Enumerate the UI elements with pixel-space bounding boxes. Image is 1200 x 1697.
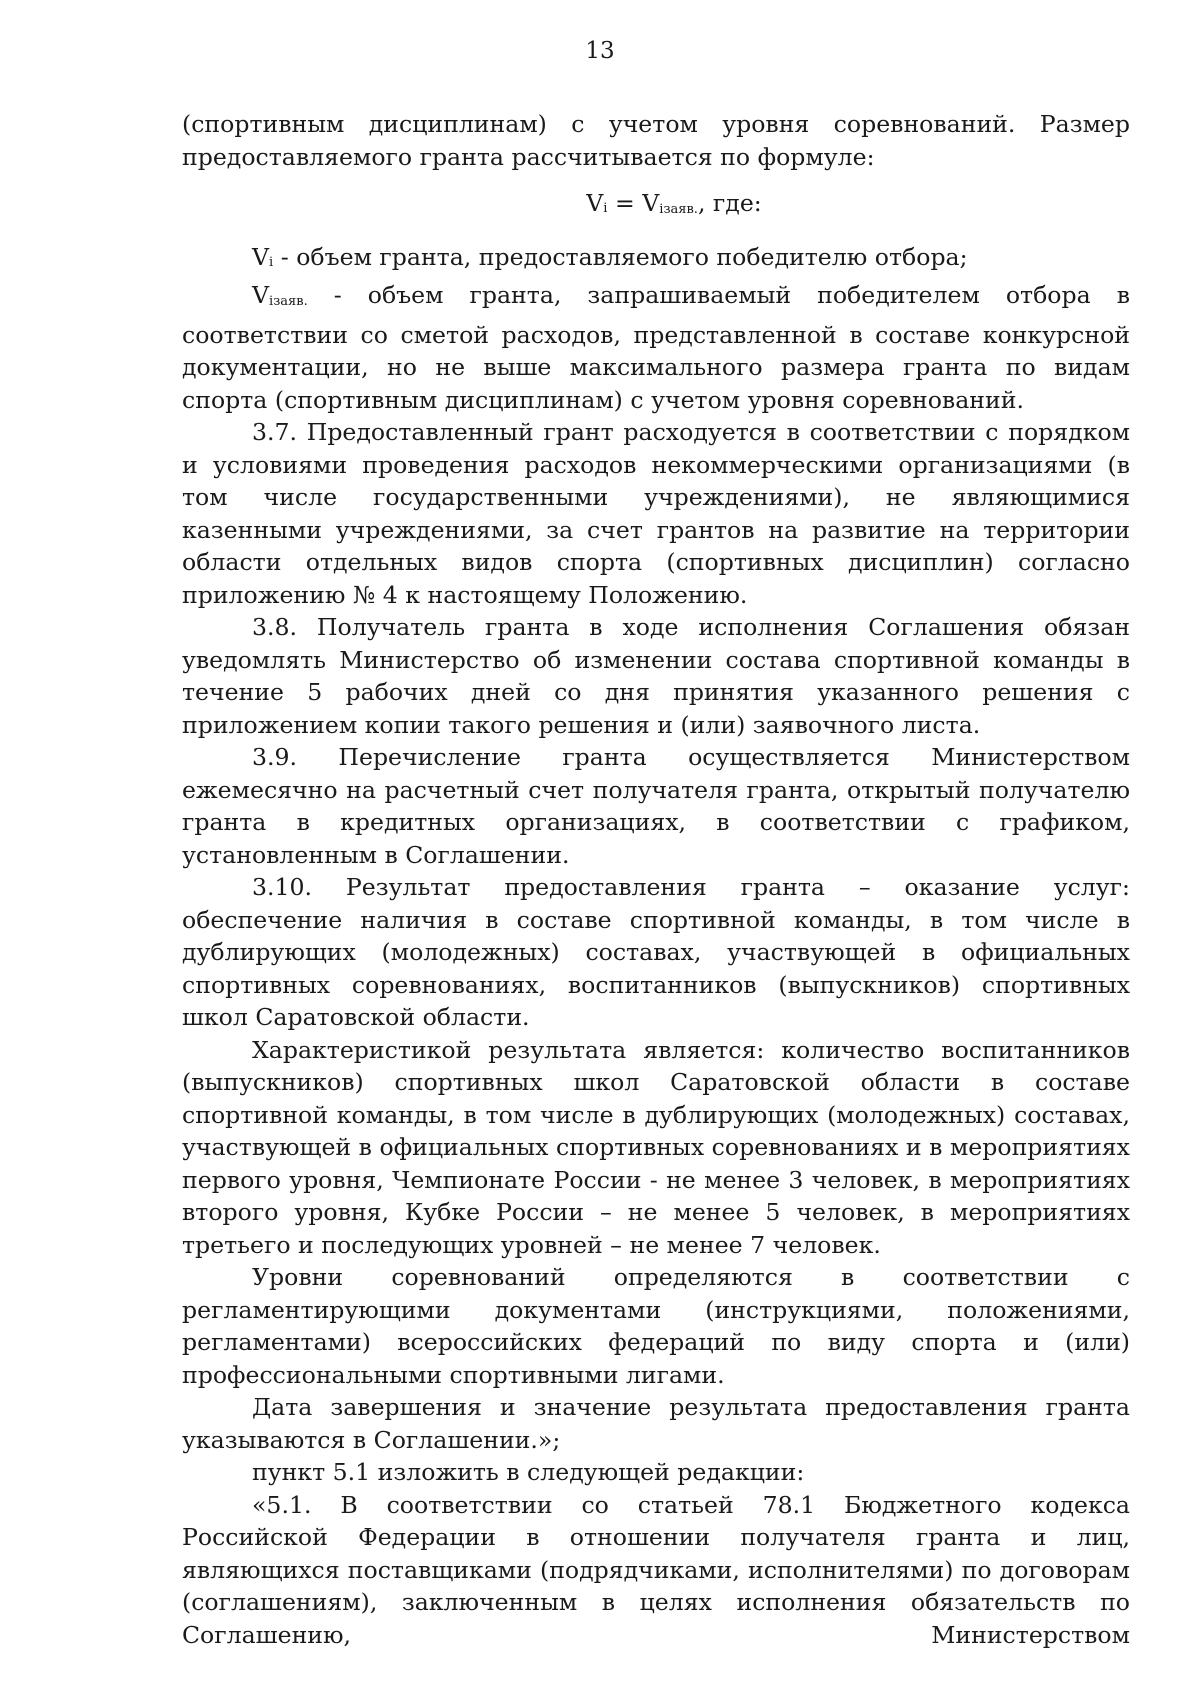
formula-rhs-subscript: iзаяв.: [659, 202, 698, 217]
def-vizayav-symbol: V: [252, 281, 270, 309]
formula-lhs-subscript: i: [603, 201, 608, 216]
definition-vi-zayav: [182, 279, 1130, 416]
def-vi-text: - объем гранта, предоставляемого победителю отбора;: [273, 242, 968, 271]
paragraph-3-9: 3.9. Перечисление гранта осуществляется Министерством ежемесячно на расчетный счет получателя гранта, открытый получателю гранта в кредитных организациях, в соответствии с графиком, установленным в Соглашении.: [182, 743, 1130, 869]
paragraph-5-1: «5.1. В соответствии со статьей 78.1 Бюджетного кодекса Российской Федерации в отношении получателя гранта и лиц, являющихся поставщиками (подрядчиками, исполнителями) по договорам (соглашениям), заключенным в целях исполнения обязательств по Соглашению, Министерством: [182, 1490, 1130, 1649]
grant-formula: [182, 187, 1130, 227]
paragraph-intro: (спортивным дисциплинам) с учетом уровня соревнований. Размер предоставляемого гранта рассчитывается по формуле:: [182, 110, 1130, 171]
paragraph-5-1-intro: пункт 5.1 изложить в следующей редакции:: [252, 1458, 805, 1486]
page-number: 13: [585, 38, 615, 64]
formula-lhs-symbol: V: [586, 189, 604, 217]
paragraph-completion-date: Дата завершения и значение результата предоставления гранта указываются в Соглашении.»;: [182, 1393, 1130, 1454]
def-vizayav-text: - объем гранта, запрашиваемый победителем отбора в соответствии со сметой расходов, представленной в составе конкурсной документации, но не выше максимального размера гранта по видам спорта (спортивным дисциплинам) с учетом уровня соревнований.: [182, 281, 1130, 414]
paragraph-3-8: 3.8. Получатель гранта в ходе исполнения Соглашения обязан уведомлять Министерство об изменении состава спортивной команды в течение 5 рабочих дней со дня принятия указанного решения с приложением копии такого решения и (или) заявочного листа.: [182, 613, 1130, 739]
def-vi-symbol: V: [252, 242, 270, 271]
formula-tail: , где:: [697, 189, 762, 217]
definition-vi: [182, 241, 1130, 280]
paragraph-3-10: 3.10. Результат предоставления гранта – оказание услуг: обеспечение наличия в составе спортивной команды, в том числе в дублирующих (молодежных) составах, участвующей в официальных спортивных соревнованиях, воспитанников (выпускников) спортивных школ Саратовской области.: [182, 873, 1130, 1031]
def-vi-subscript: i: [269, 254, 274, 270]
def-vizayav-subscript: iзаяв.: [269, 294, 308, 309]
document-body: [182, 108, 1130, 1651]
paragraph-characteristic: Характеристикой результата является: количество воспитанников (выпускников) спортивных школ Саратовской области в составе спортивной команды, в том числе в дублирующих (молодежных) составах, участвующей в официальных спортивных соревнованиях и в мероприятиях первого уровня, Чемпионате России - не менее 3 человек, в мероприятиях второго уровня, Кубке России – не менее 5 человек, в мероприятиях третьего и последующих уровней – не менее 7 человек.: [182, 1035, 1130, 1259]
paragraph-competition-levels: Уровни соревнований определяются в соответствии с регламентирующими документами (инструкциями, положениями, регламентами) всероссийских федераций по виду спорта и (или) профессиональными спортивными лигами.: [182, 1263, 1130, 1389]
formula-rhs-symbol: V: [642, 189, 660, 217]
paragraph-3-7: 3.7. Предоставленный грант расходуется в соответствии с порядком и условиями проведения расходов некоммерческими организациями (в том числе государственными учреждениями), не являющимися казенными учреждениями, за счет грантов на развитие на территории области отдельных видов спорта (спортивных дисциплин) согласно приложению № 4 к настоящему Положению.: [182, 418, 1130, 609]
formula-equals: =: [607, 189, 643, 217]
